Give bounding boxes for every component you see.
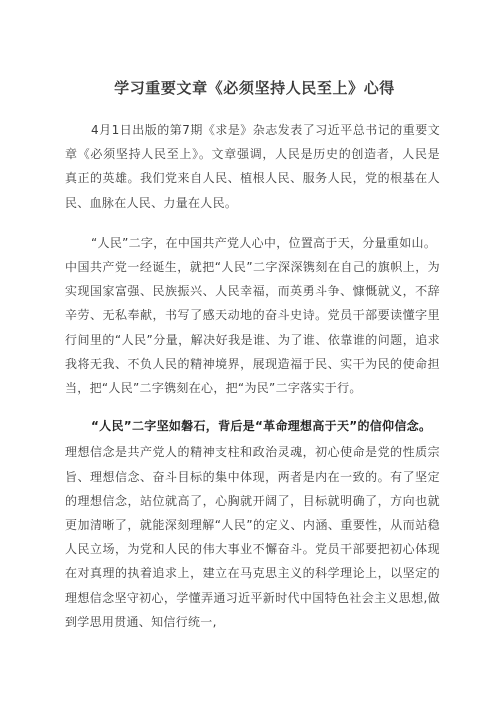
page-title: 学习重要文章《必须坚持人民至上》心得	[114, 79, 395, 97]
paragraph-people-lead: “人民”二字，在中国共产党人心中，位置高于天，分量重如山。	[91, 235, 437, 250]
paragraph-people-body: 中国共产党一经诞生，就把“人民”二字深深镌刻在自己的旗帜上，为实现国家富强、民族振兴、人民幸福，而英勇斗争、慷慨就义，不辞辛劳、无私奉献，书写了感天动地的奋斗史诗。党员干部要读懂字里行间里的“人民”分量，解决好我是谁、为了谁、依靠谁的问题，追求我将无我、不负人民的精神境界，展现造福于民、实干为民的使命担当，把“人民”二字镌刻在心，把“为民”二字落实于行。	[65, 260, 440, 396]
section-heading-faith: “人民”二字坚如磐石，背后是“革命理想高于天”的信仰信念。	[91, 419, 432, 434]
paragraph-faith-body: 理想信念是共产党人的精神支柱和政治灵魂，初心使命是党的性质宗旨、理想信念、奋斗目标的集中体现，两者是内在一致的。有了坚定的理想信念，站位就高了，心胸就开阔了，目标就明确了，方向也就更加清晰了，就能深刻理解“人民”的定义、内涵、重要性，从而站稳人民立场，为党和人民的伟大事业不懈奋斗。党员干部要把初心体现在对真理的执着追求上，建立在马克思主义的科学理论上，以坚定的理想信念坚守初心，学懂弄通习近平新时代中国特色社会主义思想,做到学思用贯通、知信行统一,	[65, 445, 440, 629]
paragraph-intro: 4月1日出版的第7期《求是》杂志发表了习近平总书记的重要文章《必须坚持人民至上》。文章强调，人民是历史的创造者，人民是真正的英雄。我们党来自人民、植根人民、服务人民，党的根基在人民、血脉在人民、力量在人民。	[65, 123, 440, 210]
